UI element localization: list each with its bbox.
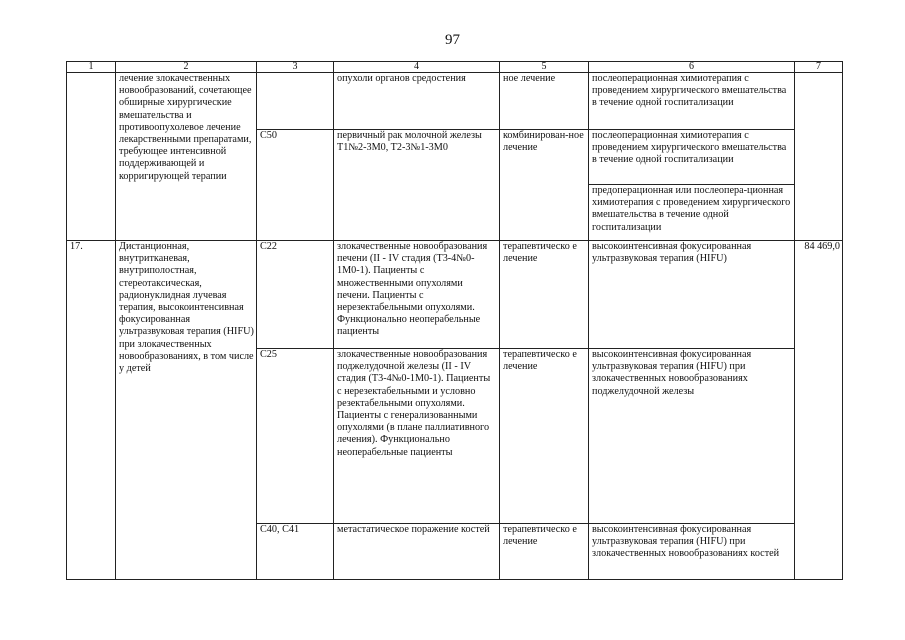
- table-row: [67, 241, 843, 349]
- header-col-4: 4: [334, 62, 500, 73]
- treatment-cell: терапевтическо е лечение: [500, 349, 589, 524]
- header-col-3: 3: [257, 62, 334, 73]
- header-col-2: 2: [116, 62, 257, 73]
- service-name-cell: лечение злокачественных новообразований, сочетающее обширные хирургические вмешательства и противоопухолевое лечение лекарственными препаратами, требующее интенсивной поддерживающей и корригирующей терапии: [116, 73, 257, 241]
- diagnosis-cell: опухоли органов средостения: [334, 73, 500, 130]
- row-number-cell: [67, 73, 116, 241]
- code-cell: C50: [257, 130, 334, 241]
- method-item: предоперационная или послеопера-ционная химиотерапия с проведением хирургического вмешательства в течение одной госпитализации: [589, 184, 794, 234]
- treatment-cell: терапевтическо е лечение: [500, 241, 589, 349]
- method-cell: [589, 130, 795, 241]
- services-table: [66, 61, 843, 580]
- method-item: послеоперационная химиотерапия с проведением хирургического вмешательства в течение одной госпитализации: [592, 130, 787, 166]
- method-cell: высокоинтенсивная фокусированная ультразвуковая терапия (HIFU): [589, 241, 795, 349]
- method-cell: послеоперационная химиотерапия с проведением хирургического вмешательства в течение одной госпитализации: [589, 73, 795, 130]
- header-row: [67, 62, 843, 73]
- method-cell: высокоинтенсивная фокусированная ультразвуковая терапия (HIFU) при злокачественных новообразованиях поджелудочной железы: [589, 349, 795, 524]
- diagnosis-cell: первичный рак молочной железы T1№2-3M0, T2-3№1-3M0: [334, 130, 500, 241]
- code-cell: [257, 73, 334, 130]
- header-col-7: 7: [795, 62, 843, 73]
- diagnosis-cell: злокачественные новообразования печени (II - IV стадия (T3-4№0-1M0-1). Пациенты с множественными опухолями печени. Пациенты с нерезектабельными опухолями. Функционально неоперабельные пациенты: [334, 241, 500, 349]
- treatment-cell: ное лечение: [500, 73, 589, 130]
- header-col-5: 5: [500, 62, 589, 73]
- treatment-cell: комбинирован-ное лечение: [500, 130, 589, 241]
- header-col-6: 6: [589, 62, 795, 73]
- service-name-cell: Дистанционная, внутритканевая, внутриполостная, стереотаксическая, радионуклидная лучевая терапия, высокоинтенсивная фокусированная ультразвуковая терапия (HIFU) при злокачественных новообразованиях, в том числе у детей: [116, 241, 257, 580]
- price-cell: 84 469,0: [795, 241, 843, 580]
- code-cell: C40, C41: [257, 524, 334, 580]
- row-number-cell: 17.: [67, 241, 116, 580]
- diagnosis-cell: метастатическое поражение костей: [334, 524, 500, 580]
- treatment-cell: терапевтическо е лечение: [500, 524, 589, 580]
- page-number: 97: [445, 32, 460, 48]
- code-cell: C25: [257, 349, 334, 524]
- code-cell: C22: [257, 241, 334, 349]
- price-cell: [795, 73, 843, 241]
- header-col-1: 1: [67, 62, 116, 73]
- diagnosis-cell: злокачественные новообразования поджелудочной железы (II - IV стадия (T3-4№0-1M0-1). Пациенты с нерезектабельными и условно резектабельными опухолями. Пациенты с генерализованными опухолями (в плане паллиативного лечения). Функционально неоперабельные пациенты: [334, 349, 500, 524]
- table-row: [67, 73, 843, 130]
- method-cell: высокоинтенсивная фокусированная ультразвуковая терапия (HIFU) при злокачественных новообразованиях костей: [589, 524, 795, 580]
